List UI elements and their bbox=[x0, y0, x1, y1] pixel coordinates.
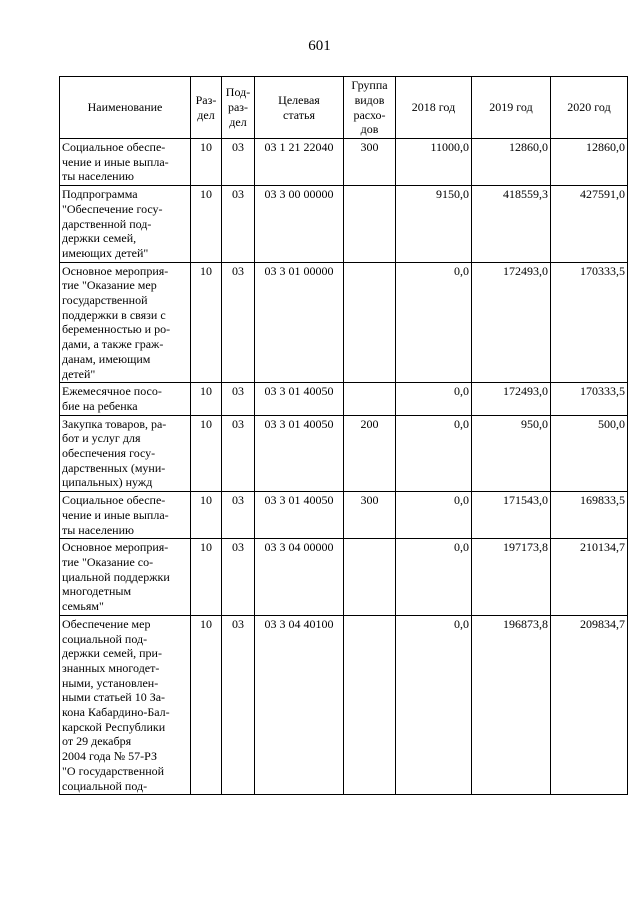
cell-group bbox=[344, 186, 396, 263]
cell-2018: 0,0 bbox=[396, 415, 472, 492]
cell-2018: 9150,0 bbox=[396, 186, 472, 263]
table-row bbox=[60, 615, 628, 794]
cell-razdel: 10 bbox=[191, 186, 222, 263]
cell-group: 300 bbox=[344, 139, 396, 186]
cell-2020: 210134,7 bbox=[551, 539, 628, 616]
cell-target: 03 3 01 40050 bbox=[255, 383, 344, 415]
table-row bbox=[60, 539, 628, 616]
cell-podrazdel: 03 bbox=[222, 139, 255, 186]
header-group: Группа видов расхо- дов bbox=[344, 77, 396, 139]
header-2019: 2019 год bbox=[472, 77, 551, 139]
cell-target: 03 1 21 22040 bbox=[255, 139, 344, 186]
header-2020: 2020 год bbox=[551, 77, 628, 139]
cell-2018: 0,0 bbox=[396, 492, 472, 539]
table-header-row bbox=[60, 77, 628, 139]
cell-2019: 12860,0 bbox=[472, 139, 551, 186]
cell-2020: 170333,5 bbox=[551, 262, 628, 383]
cell-group bbox=[344, 615, 396, 794]
page-number: 601 bbox=[308, 38, 331, 54]
header-2018: 2018 год bbox=[396, 77, 472, 139]
header-name: Наименование bbox=[60, 77, 191, 139]
cell-group: 200 bbox=[344, 415, 396, 492]
cell-razdel: 10 bbox=[191, 262, 222, 383]
cell-podrazdel: 03 bbox=[222, 186, 255, 263]
header-target: Целевая статья bbox=[255, 77, 344, 139]
table-row bbox=[60, 262, 628, 383]
cell-name: Социальное обеспе- чение и иные выпла- ты населению bbox=[60, 492, 191, 539]
cell-podrazdel: 03 bbox=[222, 492, 255, 539]
cell-name: Основное мероприя- тие "Оказание со- циальной поддержки многодетным семьям" bbox=[60, 539, 191, 616]
cell-target: 03 3 01 40050 bbox=[255, 415, 344, 492]
cell-2018: 0,0 bbox=[396, 262, 472, 383]
cell-podrazdel: 03 bbox=[222, 262, 255, 383]
table-row bbox=[60, 139, 628, 186]
table-row bbox=[60, 186, 628, 263]
cell-razdel: 10 bbox=[191, 492, 222, 539]
cell-podrazdel: 03 bbox=[222, 415, 255, 492]
cell-name: Социальное обеспе- чение и иные выпла- ты населению bbox=[60, 139, 191, 186]
cell-target: 03 3 04 00000 bbox=[255, 539, 344, 616]
cell-2019: 172493,0 bbox=[472, 262, 551, 383]
cell-podrazdel: 03 bbox=[222, 615, 255, 794]
cell-name: Закупка товаров, ра- бот и услуг для обеспечения госу- дарственных (муни- ципальных) нужд bbox=[60, 415, 191, 492]
table-row bbox=[60, 492, 628, 539]
cell-name: Ежемесячное посо- бие на ребенка bbox=[60, 383, 191, 415]
cell-group bbox=[344, 383, 396, 415]
cell-2020: 169833,5 bbox=[551, 492, 628, 539]
cell-group bbox=[344, 539, 396, 616]
cell-razdel: 10 bbox=[191, 139, 222, 186]
cell-razdel: 10 bbox=[191, 415, 222, 492]
cell-2020: 170333,5 bbox=[551, 383, 628, 415]
cell-2019: 196873,8 bbox=[472, 615, 551, 794]
cell-2019: 171543,0 bbox=[472, 492, 551, 539]
cell-razdel: 10 bbox=[191, 615, 222, 794]
cell-podrazdel: 03 bbox=[222, 539, 255, 616]
table-row bbox=[60, 383, 628, 415]
cell-2018: 0,0 bbox=[396, 615, 472, 794]
cell-name: Подпрограмма "Обеспечение госу- дарственной под- держки семей, имеющих детей" bbox=[60, 186, 191, 263]
cell-2019: 197173,8 bbox=[472, 539, 551, 616]
cell-2018: 0,0 bbox=[396, 383, 472, 415]
cell-2020: 209834,7 bbox=[551, 615, 628, 794]
header-razdel: Раз- дел bbox=[191, 77, 222, 139]
cell-target: 03 3 01 00000 bbox=[255, 262, 344, 383]
cell-2020: 500,0 bbox=[551, 415, 628, 492]
cell-2018: 11000,0 bbox=[396, 139, 472, 186]
cell-2019: 418559,3 bbox=[472, 186, 551, 263]
cell-target: 03 3 01 40050 bbox=[255, 492, 344, 539]
cell-2019: 172493,0 bbox=[472, 383, 551, 415]
cell-2018: 0,0 bbox=[396, 539, 472, 616]
cell-name: Основное мероприя- тие "Оказание мер государственной поддержки в связи с беременностью и ро- дами, а также граж- данам, имеющим детей" bbox=[60, 262, 191, 383]
cell-target: 03 3 04 40100 bbox=[255, 615, 344, 794]
cell-target: 03 3 00 00000 bbox=[255, 186, 344, 263]
cell-group: 300 bbox=[344, 492, 396, 539]
cell-podrazdel: 03 bbox=[222, 383, 255, 415]
table-row bbox=[60, 415, 628, 492]
cell-name: Обеспечение мер социальной под- держки семей, при- знанных многодет- ными, установлен- ными статьей 10 За- кона Кабардино-Бал- карской Республики от 29 декабря 2004 года № 57-РЗ "О государственной социальной под- bbox=[60, 615, 191, 794]
cell-2020: 12860,0 bbox=[551, 139, 628, 186]
cell-2020: 427591,0 bbox=[551, 186, 628, 263]
budget-table bbox=[59, 76, 628, 795]
header-podrazdel: Под- раз- дел bbox=[222, 77, 255, 139]
cell-razdel: 10 bbox=[191, 383, 222, 415]
cell-group bbox=[344, 262, 396, 383]
cell-razdel: 10 bbox=[191, 539, 222, 616]
cell-2019: 950,0 bbox=[472, 415, 551, 492]
